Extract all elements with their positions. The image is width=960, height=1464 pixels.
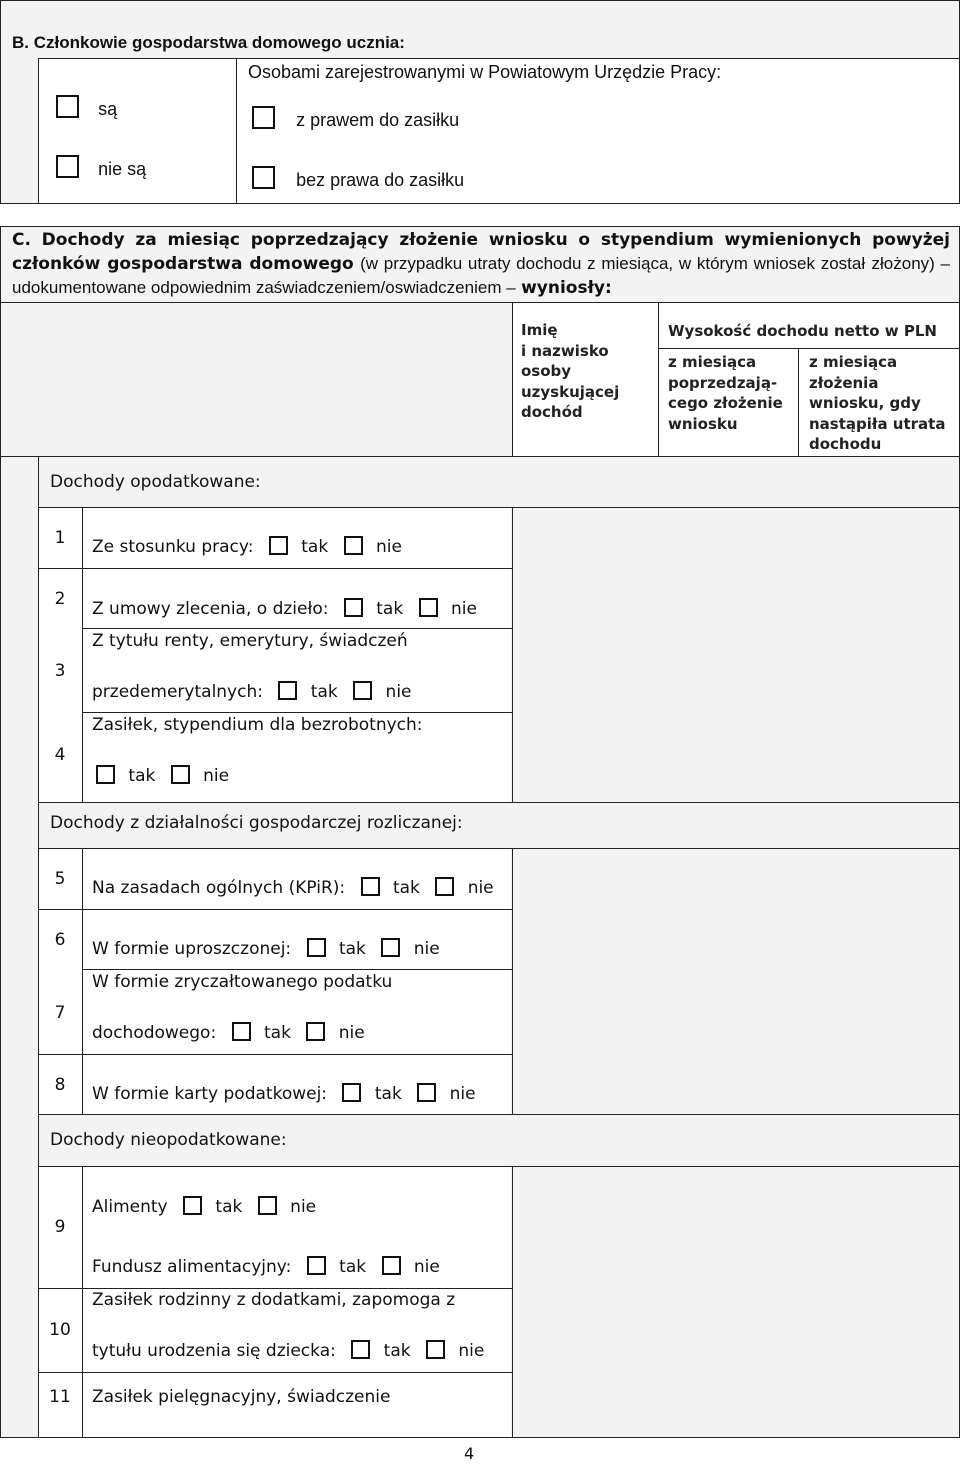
checkbox-no[interactable] xyxy=(419,598,438,617)
row-line xyxy=(38,909,512,910)
row-number: 1 xyxy=(54,528,66,548)
checkbox-without-benefit[interactable] xyxy=(252,166,275,189)
row-9-label-2: Fundusz alimentacyjny: xyxy=(92,1257,292,1277)
row-number: 3 xyxy=(54,661,66,681)
option-are-not[interactable] xyxy=(56,155,146,180)
checkbox-no[interactable] xyxy=(344,536,363,555)
checkbox-yes[interactable] xyxy=(351,1340,370,1359)
row-8-label: W formie karty podatkowej: xyxy=(92,1084,328,1104)
row-number: 7 xyxy=(54,1003,66,1023)
row-line xyxy=(38,1114,960,1115)
row-number: 5 xyxy=(54,869,66,889)
checkbox-yes[interactable] xyxy=(278,681,297,700)
row-number: 8 xyxy=(54,1075,66,1095)
row-5 xyxy=(92,877,494,898)
row-6 xyxy=(92,938,440,959)
section-b-divider xyxy=(236,58,237,204)
col-amount-header: Wysokość dochodu netto w PLN xyxy=(668,322,937,340)
col-name-line: dochód xyxy=(521,403,583,421)
num-col-line xyxy=(82,507,83,802)
row-10-label-2: tytułu urodzenia się dziecka: xyxy=(92,1341,336,1361)
row-3 xyxy=(92,681,412,702)
yes-label: tak xyxy=(301,537,329,557)
checkbox-no[interactable] xyxy=(381,938,400,957)
checkbox-no[interactable] xyxy=(382,1256,401,1275)
row-11-label: Zasiłek pielęgnacyjny, świadczenie xyxy=(92,1387,391,1407)
row-line xyxy=(82,628,512,629)
label-col-line xyxy=(512,848,513,1114)
col-prev-line: cego złożenie xyxy=(668,394,783,412)
col-loss-line: z miesiąca xyxy=(809,353,898,371)
checkbox-yes[interactable] xyxy=(232,1022,251,1041)
checkbox-yes[interactable] xyxy=(96,765,115,784)
row-line xyxy=(38,802,960,803)
yes-label: tak xyxy=(339,1257,367,1277)
checkbox-yes[interactable] xyxy=(307,938,326,957)
row-1-label: Ze stosunku pracy: xyxy=(92,537,254,557)
checkbox-no[interactable] xyxy=(417,1083,436,1102)
row-number: 9 xyxy=(54,1217,66,1237)
row-number: 4 xyxy=(54,745,66,765)
no-label: nie xyxy=(449,1084,476,1104)
pup-label: Osobami zarejestrowanymi w Powiatowym Urzędzie Pracy: xyxy=(248,62,722,82)
col-loss-line: złożenia xyxy=(809,373,879,392)
num-col-line xyxy=(82,848,83,1114)
header-div-3 xyxy=(798,348,799,456)
checkbox-yes[interactable] xyxy=(269,536,288,555)
group-taxed-label: Dochody opodatkowane: xyxy=(50,472,261,492)
yes-label: tak xyxy=(310,682,338,702)
checkbox-yes[interactable] xyxy=(342,1083,361,1102)
no-label: nie xyxy=(458,1341,485,1361)
row-2 xyxy=(92,598,477,619)
label-col-line xyxy=(512,1166,513,1438)
yes-label: tak xyxy=(374,1084,402,1104)
no-label: nie xyxy=(338,1023,365,1043)
checkbox-no[interactable] xyxy=(353,681,372,700)
row-line xyxy=(38,1054,512,1055)
no-label: nie xyxy=(413,939,440,959)
row-number: 6 xyxy=(54,930,66,950)
col-loss-line: dochodu xyxy=(809,435,882,453)
col-prev-line: poprzedzają- xyxy=(668,373,778,392)
page-number: 4 xyxy=(464,1444,475,1463)
row-number: 11 xyxy=(49,1387,71,1407)
no-label: nie xyxy=(385,682,412,702)
header-div-1 xyxy=(512,302,513,456)
col-name-line: osoby xyxy=(521,362,572,380)
row-2-label: Z umowy zlecenia, o dzieło: xyxy=(92,599,329,619)
row-number: 10 xyxy=(49,1320,71,1340)
row-number: 2 xyxy=(54,589,66,609)
col-loss-line: wniosku, gdy xyxy=(809,394,921,412)
yes-label: tak xyxy=(383,1341,411,1361)
section-c-intro-bold: C. Dochody za miesiąc poprzedzający złożenie wniosku o stypendium wymienionych powyżej członków gospodarstwa domowego xyxy=(12,230,950,274)
row-8 xyxy=(92,1083,476,1104)
checkbox-no[interactable] xyxy=(258,1196,277,1215)
option-are-label: są xyxy=(98,99,118,119)
col-name-line: i nazwisko xyxy=(521,341,609,360)
row-10 xyxy=(92,1340,484,1361)
yes-label: tak xyxy=(215,1197,243,1217)
row-9a xyxy=(92,1196,316,1217)
section-c-intro-line3: złożony) – udokumentowane odpowiednim zaświadczeniem/oswiadczeniem – xyxy=(12,254,951,297)
section-c-intro-normal: (w przypadku utraty dochodu z miesiąca, w którym wniosek został xyxy=(360,254,866,273)
row-7-label-2: dochodowego: xyxy=(92,1023,217,1043)
section-c-intro xyxy=(12,228,950,300)
checkbox-yes[interactable] xyxy=(307,1256,326,1275)
no-label: nie xyxy=(467,878,494,898)
row-5-label: Na zasadach ogólnych (KPiR): xyxy=(92,878,346,898)
option-without-benefit-label: bez prawa do zasiłku xyxy=(296,170,465,190)
col-prev-line: wniosku xyxy=(668,414,738,433)
row-10-label-1: Zasiłek rodzinny z dodatkami, zapomoga z xyxy=(92,1290,456,1310)
option-are[interactable] xyxy=(56,95,117,120)
row-7 xyxy=(92,1022,365,1043)
row-line xyxy=(38,1372,512,1373)
num-col-line xyxy=(82,1166,83,1438)
row-7-label-1: W formie zryczałtowanego podatku xyxy=(92,972,393,992)
group-untaxed-label: Dochody nieopodatkowane: xyxy=(50,1130,287,1150)
header-bottom-line xyxy=(0,456,960,457)
col-prev-header xyxy=(668,352,783,434)
yes-label: tak xyxy=(264,1023,291,1043)
checkbox-no[interactable] xyxy=(171,765,190,784)
no-label: nie xyxy=(413,1257,440,1277)
option-with-benefit-label: z prawem do zasiłku xyxy=(296,110,460,130)
row-9-label-1: Alimenty xyxy=(92,1197,168,1217)
row-line xyxy=(82,969,512,970)
row-4 xyxy=(96,765,229,786)
header-sub-line xyxy=(658,348,960,349)
row-line xyxy=(38,1288,512,1289)
yes-label: tak xyxy=(392,878,420,898)
checkbox-with-benefit[interactable] xyxy=(252,106,275,129)
section-b-title: B. Członkowie gospodarstwa domowego ucznia: xyxy=(12,33,405,52)
yes-label: tak xyxy=(376,599,404,619)
col-name-line: uzyskującej xyxy=(521,382,620,401)
section-c-intro-bold-end: wyniosły: xyxy=(521,278,612,298)
col-name-line: Imię xyxy=(521,321,558,339)
no-label: nie xyxy=(376,537,402,557)
row-3-label-1: Z tytułu renty, emerytury, świadczeń xyxy=(92,631,408,651)
row-1 xyxy=(92,536,402,557)
header-div-2 xyxy=(658,302,659,456)
col-prev-line: z miesiąca xyxy=(668,353,757,371)
col-name-header xyxy=(521,320,619,423)
checkbox-are[interactable] xyxy=(56,95,79,118)
row-line xyxy=(82,712,512,713)
row-3-label-2: przedemerytalnych: xyxy=(92,682,263,702)
option-without-benefit[interactable] xyxy=(252,166,464,191)
checkbox-no[interactable] xyxy=(435,877,454,896)
checkbox-no[interactable] xyxy=(426,1340,445,1359)
row-6-label: W formie uproszczonej: xyxy=(92,939,292,959)
row-4-label-1: Zasiłek, stypendium dla bezrobotnych: xyxy=(92,715,423,735)
checkbox-yes[interactable] xyxy=(344,598,363,617)
checkbox-yes[interactable] xyxy=(361,877,380,896)
col-loss-header xyxy=(809,352,945,455)
yes-label: tak xyxy=(338,939,366,959)
label-col-line xyxy=(512,507,513,802)
no-label: nie xyxy=(451,599,477,619)
col-loss-line: nastąpiła utrata xyxy=(809,414,946,433)
no-label: nie xyxy=(203,766,230,786)
row-9b xyxy=(92,1256,440,1277)
checkbox-are-not[interactable] xyxy=(56,155,79,178)
option-with-benefit[interactable] xyxy=(252,106,459,131)
yes-label: tak xyxy=(128,766,156,786)
option-are-not-label: nie są xyxy=(98,159,147,179)
row-line xyxy=(38,568,512,569)
no-label: nie xyxy=(290,1197,317,1217)
checkbox-no[interactable] xyxy=(306,1022,325,1041)
checkbox-yes[interactable] xyxy=(183,1196,202,1215)
group-business-label: Dochody z działalności gospodarczej rozliczanej: xyxy=(50,813,463,833)
